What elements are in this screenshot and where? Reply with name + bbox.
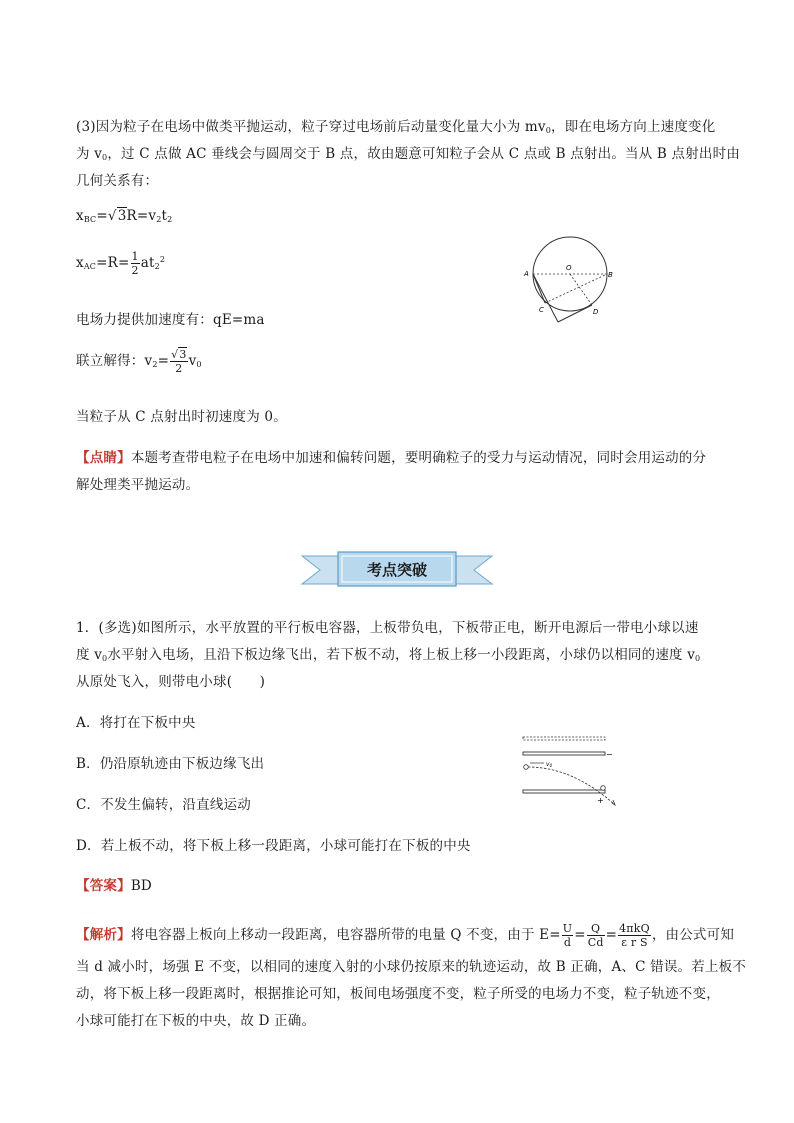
analysis-line-4: 小球可能打在下板的中央，故 D 正确。 bbox=[76, 1013, 316, 1029]
option-d: D．若上板不动，将下板上移一段距离，小球可能打在下板的中央 bbox=[76, 838, 471, 854]
option-c: C．不发生偏转，沿直线运动 bbox=[76, 797, 251, 813]
part3-line-2: 为 $v_0$，过 C 点做 AC 垂线会与圆周交于 B 点，故由题意可知粒子会从 C 点或 B 点射出。当从 B 点射出时由 bbox=[76, 146, 741, 162]
section-banner bbox=[300, 550, 494, 590]
capacitor-diagram bbox=[518, 733, 618, 807]
plus-sign: + bbox=[597, 796, 604, 805]
q1-line-3: 从原处飞入，则带电小球( ) bbox=[76, 674, 266, 690]
minus-sign: − bbox=[606, 750, 613, 759]
label-o: O bbox=[566, 264, 572, 272]
option-a: A．将打在下板中央 bbox=[76, 715, 196, 731]
analysis-line-3: 动，将下板上移一段距离时，根据推论可知，板间电场强度不变，粒子所受的电场力不变，粒子轨迹不变， bbox=[76, 986, 720, 1002]
comment-line-2: 解处理类平抛运动。 bbox=[76, 477, 200, 493]
analysis-line-2: 当 d 减小时，场强 E 不变，以相同的速度入射的小球仍按原来的轨迹运动，故 B 正确，A、C 错误。若上板不 bbox=[76, 959, 747, 975]
circle-diagram bbox=[518, 232, 618, 332]
part3-conclusion: 当粒子从 C 点射出时初速度为 0。 bbox=[76, 409, 287, 425]
answer-tag: 【答案】 bbox=[76, 878, 131, 894]
analysis-line-1: 【解析】将电容器上板向上移动一段距离，电容器所带的电量 Q 不变，由于 E= $\frac{U}{d}$ = $\frac{Q}{Cd}$ = $\frac{\text{4πkQ}}{\text{ε r S}}$ ，由公式可知 bbox=[76, 922, 735, 949]
answer-value: BD bbox=[130, 878, 152, 894]
q1-line-2: 度 $v_0$水平射入电场，且沿下板边缘飞出，若下板不动，将上板上移一小段距离，小球仍以相同的速度 $v_0$ bbox=[76, 647, 701, 663]
part3-line-3: 几何关系有： bbox=[76, 173, 159, 189]
answer-line bbox=[76, 874, 152, 894]
equation-force: 电场力提供加速度有：qE=ma bbox=[76, 312, 265, 328]
label-b: B bbox=[608, 271, 613, 279]
q1-line-1: 1．(多选)如图所示，水平放置的平行板电容器，上板带负电，下板带正电，断开电源后一带电小球以速 bbox=[76, 620, 699, 636]
part3-line-1: (3)因为粒子在电场中做类平抛运动，粒子穿过电场前后动量变化量大小为 $mv_0$，即在电场方向上速度变化 bbox=[76, 119, 716, 135]
equation-xbc: $x_{BC}=√3R=v_2t_2$ bbox=[76, 208, 173, 224]
comment-tag: 【点睛】 bbox=[76, 450, 131, 466]
option-b: B．仍沿原轨迹由下板边缘飞出 bbox=[76, 756, 265, 772]
label-c: C bbox=[539, 306, 544, 314]
label-d: D bbox=[593, 308, 599, 316]
label-a: A bbox=[524, 270, 529, 278]
analysis-tag: 【解析】 bbox=[76, 927, 131, 943]
equation-v2: 联立解得：$v_2=$ $\frac{√3}{2}$ $v_0$ bbox=[76, 348, 202, 375]
comment-line-1: 【点睛】本题考查带电粒子在电场中加速和偏转问题，要明确粒子的受力与运动情况，同时会用运动的分 bbox=[76, 450, 707, 466]
equation-xac: $x_{AC}=R=$ $\frac{1}{2}$ $at_2^2$ bbox=[76, 250, 166, 277]
v0-label: v0 bbox=[546, 761, 553, 768]
banner-title: 考点突破 bbox=[366, 561, 428, 579]
